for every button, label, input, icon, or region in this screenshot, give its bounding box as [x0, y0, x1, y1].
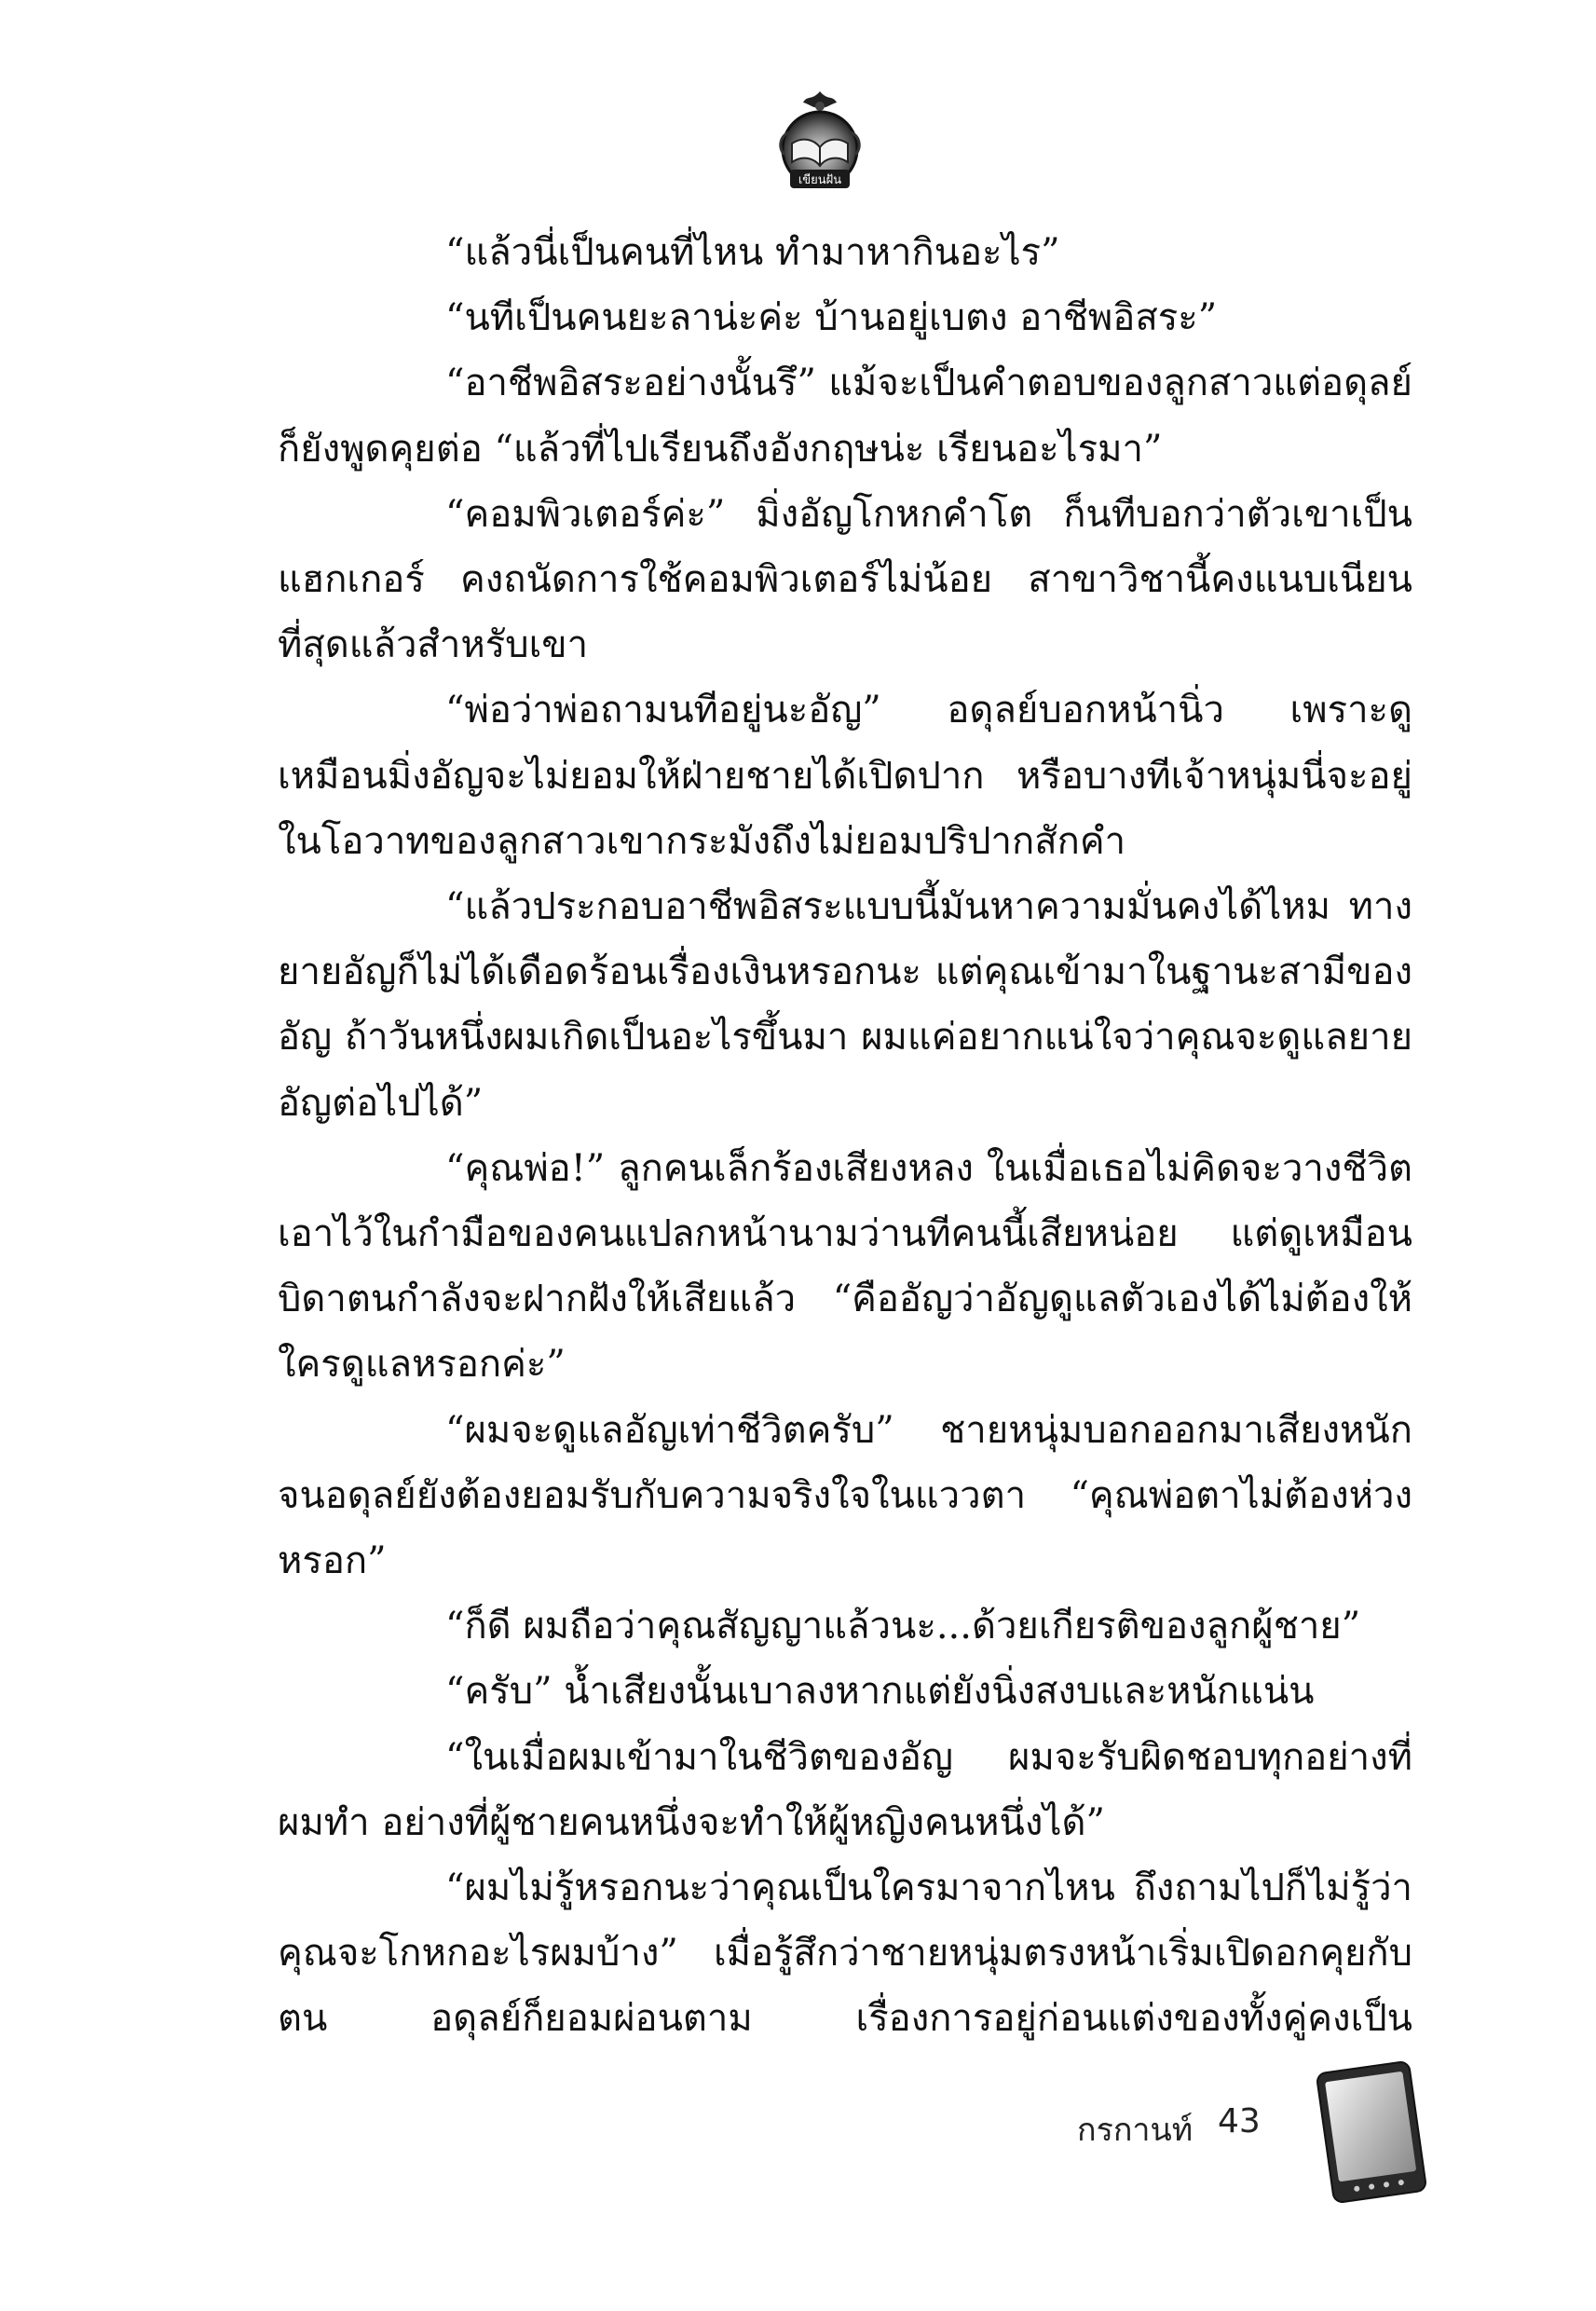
- paragraph: “ผมไม่รู้หรอกนะว่าคุณเป็นใครมาจากไหน ถึงถามไปก็ไม่รู้ว่าคุณจะโกหกอะไรผมบ้าง” เมื่อรู้สึกว่าชายหนุ่มตรงหน้าเริ่มเปิดอกคุยกับตน อดุลย์ก็ยอมผ่อนตาม เรื่องการอยู่ก่อนแต่งของทั้งคู่คงเป็น: [278, 1867, 1412, 2041]
- paragraph: “ในเมื่อผมเข้ามาในชีวิตของอัญ ผมจะรับผิดชอบทุกอย่างที่ผมทำ อย่างที่ผู้ชายคนหนึ่งจะทำให้ผู้หญิงคนหนึ่งได้”: [278, 1735, 1412, 1844]
- paragraph: “คอมพิวเตอร์ค่ะ” มิ่งอัญโกหกคำโต ก็นทีบอกว่าตัวเขาเป็นแฮกเกอร์ คงถนัดการใช้คอมพิวเตอร์ไม่น้อย สาขาวิชานี้คงแนบเนียนที่สุดแล้วสำหรับเขา: [278, 492, 1412, 667]
- body-text: [278, 220, 1412, 2052]
- logo-text: เขียนฝัน: [798, 173, 842, 187]
- tablet-device-icon: [1312, 2058, 1431, 2207]
- paragraph: “ครับ” น้ำเสียงนั้นเบาลงหากแต่ยังนิ่งสงบและหนักแน่น: [445, 1670, 1315, 1714]
- paragraph: “แล้วนี่เป็นคนที่ไหน ทำมาหากินอะไร”: [445, 231, 1060, 274]
- footer-book-title: กรกานท์: [1077, 2112, 1194, 2149]
- paragraph: “คุณพ่อ!” ลูกคนเล็กร้องเสียงหลง ในเมื่อเธอไม่คิดจะวางชีวิตเอาไว้ในกำมือของคนแปลกหน้านามว่านทีคนนี้เสียหน่อย แต่ดูเหมือนบิดาตนกำลังจะฝากฝังให้เสียแล้ว “คืออัญว่าอัญดูแลตัวเองได้ไม่ต้องให้ใครดูแลหรอกค่ะ”: [278, 1146, 1412, 1387]
- page-number: 43: [1218, 2102, 1261, 2140]
- paragraph: “ก็ดี ผมถือว่าคุณสัญญาแล้วนะ...ด้วยเกียรติของลูกผู้ชาย”: [445, 1605, 1361, 1648]
- paragraph: “นทีเป็นคนยะลาน่ะค่ะ บ้านอยู่เบตง อาชีพอิสระ”: [445, 296, 1218, 340]
- paragraph: “ผมจะดูแลอัญเท่าชีวิตครับ” ชายหนุ่มบอกออกมาเสียงหนักจนอดุลย์ยังต้องยอมรับกับความจริงใจในแววตา “คุณพ่อตาไม่ต้องห่วงหรอก”: [278, 1408, 1412, 1583]
- ornamental-book-emblem-icon: [770, 86, 870, 196]
- paragraph: “แล้วประกอบอาชีพอิสระแบบนี้มันหาความมั่นคงได้ไหม ทางยายอัญก็ไม่ได้เดือดร้อนเรื่องเงินหรอกนะ แต่คุณเข้ามาในฐานะสามีของอัญ ถ้าวันหนึ่งผมเกิดเป็นอะไรขึ้นมา ผมแค่อยากแน่ใจว่าคุณจะดูแลยายอัญต่อไปได้”: [278, 885, 1412, 1125]
- paragraph: “อาชีพอิสระอย่างนั้นรึ” แม้จะเป็นคำตอบของลูกสาวแต่อดุลย์ก็ยังพูดคุยต่อ “แล้วที่ไปเรียนถึงอังกฤษน่ะ เรียนอะไรมา”: [278, 362, 1412, 471]
- paragraph: “พ่อว่าพ่อถามนทีอยู่นะอัญ” อดุลย์บอกหน้านิ่ว เพราะดูเหมือนมิ่งอัญจะไม่ยอมให้ฝ่ายชายได้เปิดปาก หรือบางทีเจ้าหนุ่มนี่จะอยู่ในโอวาทของลูกสาวเขากระมังถึงไม่ยอมปริปากสักคำ: [278, 689, 1412, 863]
